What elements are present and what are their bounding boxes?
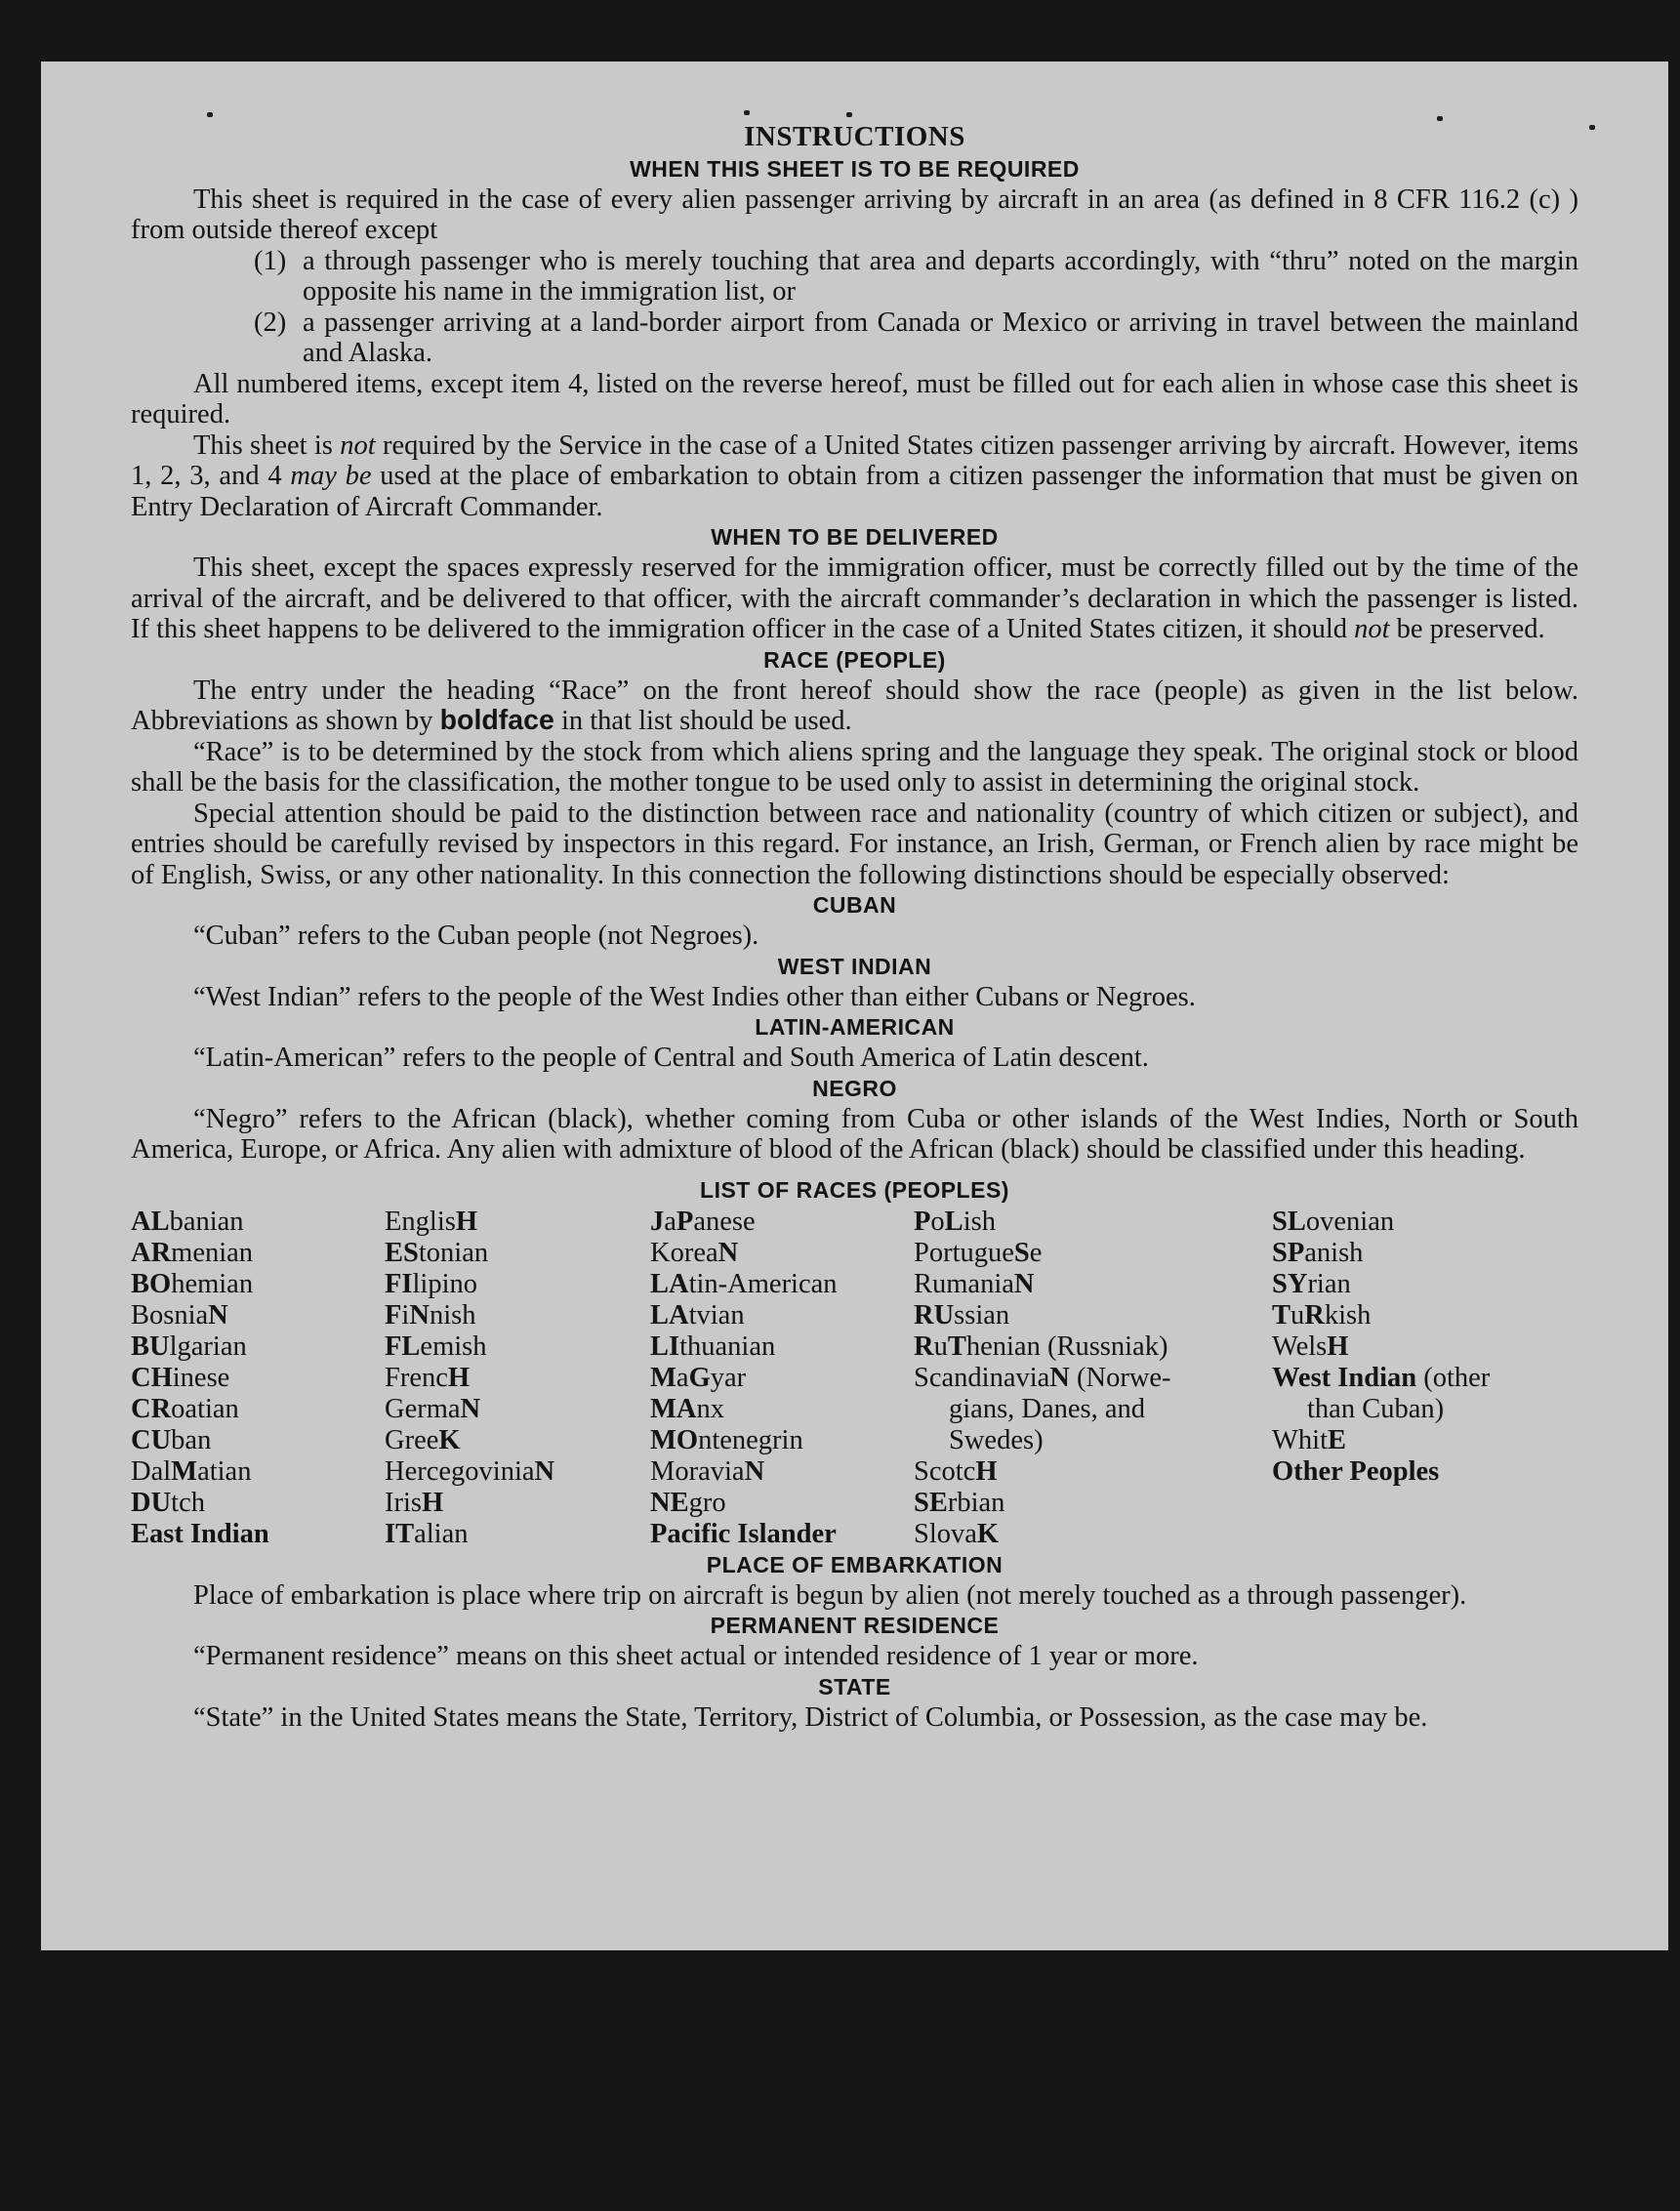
item-number: (1): [254, 245, 287, 276]
text-run: required by the Service in the case of a United States citizen passenger arriving by aircraft. However, items 1, 2, 3, and 4: [131, 430, 1578, 491]
race-entry: BUlgarian: [131, 1331, 247, 1362]
race-entry: gians, Danes, and: [949, 1393, 1146, 1424]
race-column: [1272, 1207, 1578, 1550]
paragraph: “State” in the United States means the State, Territory, District of Columbia, or Possession, as the case may be.: [193, 1701, 1428, 1733]
paragraph: “Race” is to be determined by the stock from which aliens spring and the language they speak. The original stock or blood shall be the basis for the classification, the mother tongue to be used only to assist in determining the original stock.: [131, 736, 1578, 798]
list-item: [131, 307, 1578, 369]
paragraph: “Permanent residence” means on this sheet actual or intended residence of 1 year or more.: [193, 1641, 1199, 1671]
race-column: [914, 1207, 1272, 1550]
race-entry: EnglisH: [385, 1206, 478, 1237]
section-heading: NEGRO: [812, 1075, 897, 1101]
paragraph: “Negro” refers to the African (black), whether coming from Cuba or other islands of the West Indies, North or South America, Europe, or Africa. Any alien with admixture of blood of the African (black) should be classified under this heading.: [131, 1103, 1578, 1165]
race-entry: CHinese: [131, 1362, 230, 1393]
race-entry: IrisH: [385, 1487, 444, 1518]
race-entry: SLovenian: [1272, 1206, 1395, 1237]
paragraph: [131, 553, 1578, 645]
race-entry: CUban: [131, 1424, 212, 1455]
race-list: [131, 1207, 1578, 1550]
text-run: used at the place of embarkation to obtain from a citizen passenger the information that must be given on Entry Declaration of Aircraft Commander.: [131, 461, 1578, 522]
text-run: be preserved.: [1389, 614, 1545, 644]
race-entry: RUssian: [914, 1299, 1010, 1331]
text-run: The entry under the heading “Race” on the front hereof should show the race (people) as given in the list below. Abbreviations as shown by: [131, 675, 1578, 736]
race-entry: WelsH: [1272, 1331, 1349, 1362]
race-entry: DUtch: [131, 1487, 205, 1518]
race-entry: TuRkish: [1272, 1299, 1372, 1331]
emphasis: may be: [290, 461, 372, 491]
paragraph: “Latin-American” refers to the people of Central and South America of Latin descent.: [193, 1043, 1149, 1073]
race-entry: MAnx: [650, 1393, 724, 1424]
race-entry: SlovaK: [914, 1518, 1000, 1549]
document-page: [41, 61, 1668, 1950]
paragraph: “Cuban” refers to the Cuban people (not Negroes).: [193, 921, 759, 951]
race-entry: GermaN: [385, 1393, 481, 1424]
race-column: [131, 1207, 385, 1550]
section-heading: RACE (PEOPLE): [763, 646, 946, 673]
section-heading: WHEN TO BE DELIVERED: [711, 524, 999, 550]
punch-mark: [846, 112, 852, 117]
race-entry: ITalian: [385, 1518, 469, 1549]
race-entry: PortugueSe: [914, 1237, 1043, 1268]
race-entry: MoraviaN: [650, 1455, 765, 1487]
race-entry: HercegoviniaN: [385, 1455, 555, 1487]
race-entry: MaGyar: [650, 1362, 747, 1393]
race-entry: LAtvian: [650, 1299, 745, 1331]
emphasis: not: [1354, 614, 1390, 644]
text-run: in that list should be used.: [553, 706, 852, 736]
page-title: INSTRUCTIONS: [744, 121, 965, 152]
race-entry: WhitE: [1272, 1424, 1347, 1455]
race-entry: West Indian (other: [1272, 1362, 1491, 1393]
race-entry: KoreaN: [650, 1237, 739, 1268]
paragraph: This sheet is required in the case of every alien passenger arriving by aircraft in an area (as defined in 8 CFR 116.2 (c) ) from outside thereof except: [131, 184, 1578, 245]
section-heading: STATE: [818, 1673, 891, 1699]
section-heading: LIST OF RACES (PEOPLES): [700, 1176, 1009, 1203]
race-entry: Other Peoples: [1272, 1455, 1440, 1487]
race-entry: JaPanese: [650, 1206, 756, 1237]
paragraph: [131, 430, 1578, 523]
punch-mark: [207, 112, 213, 117]
punch-mark: [1437, 116, 1443, 121]
race-entry: SYrian: [1272, 1268, 1351, 1299]
race-entry: ALbanian: [131, 1206, 244, 1237]
paragraph: All numbered items, except item 4, listed on the reverse hereof, must be filled out for each alien in whose case this sheet is required.: [131, 368, 1578, 430]
race-column: [650, 1207, 914, 1550]
race-entry: FIlipino: [385, 1268, 478, 1299]
item-text: a through passenger who is merely touching that area and departs accordingly, with “thru” noted on the margin opposite his name in the immigration list, or: [303, 245, 1578, 307]
punch-mark: [744, 110, 750, 115]
section-heading: LATIN-AMERICAN: [755, 1014, 955, 1040]
section-heading: PERMANENT RESIDENCE: [710, 1613, 1000, 1638]
race-entry: RuThenian (Russniak): [914, 1331, 1168, 1362]
race-entry: LAtin-American: [650, 1268, 838, 1299]
race-entry: MOntenegrin: [650, 1424, 803, 1455]
race-entry: FiNnish: [385, 1299, 476, 1331]
race-entry: PoLish: [914, 1206, 996, 1237]
text-run: This sheet is: [193, 430, 341, 461]
race-entry: ARmenian: [131, 1237, 254, 1268]
race-entry: CRoatian: [131, 1393, 239, 1424]
race-entry: than Cuban): [1307, 1393, 1445, 1424]
race-entry: RumaniaN: [914, 1268, 1035, 1299]
race-entry: GreeK: [385, 1424, 461, 1455]
section-heading: CUBAN: [812, 892, 897, 918]
emphasis: not: [340, 430, 376, 461]
race-entry: SErbian: [914, 1487, 1005, 1518]
race-entry: LIthuanian: [650, 1331, 776, 1362]
race-entry: BosniaN: [131, 1299, 228, 1331]
race-column: [385, 1207, 650, 1550]
item-number: (2): [254, 307, 287, 338]
race-entry: DalMatian: [131, 1455, 252, 1487]
list-item: [131, 246, 1578, 307]
punch-mark: [1589, 125, 1595, 130]
race-entry: SPanish: [1272, 1237, 1364, 1268]
bold-word: boldface: [439, 705, 554, 736]
race-entry: ScandinaviaN (Norwe-: [914, 1362, 1171, 1393]
race-entry: Swedes): [949, 1424, 1044, 1455]
race-entry: NEgro: [650, 1487, 726, 1518]
paragraph: Place of embarkation is place where trip on aircraft is begun by alien (not merely touched as a through passenger).: [193, 1579, 1467, 1611]
section-heading: WHEN THIS SHEET IS TO BE REQUIRED: [630, 155, 1080, 182]
race-entry: BOhemian: [131, 1268, 254, 1299]
text-run: This sheet, except the spaces expressly reserved for the immigration officer, must be correctly filled out by the time of the arrival of the aircraft, and be delivered to that officer, with the aircraft commander’s declaration in which the passenger is listed. If this sheet happens to be delivered to the immigration officer in the case of a United States citizen, it should: [131, 553, 1578, 644]
paragraph: [131, 676, 1578, 737]
race-entry: Pacific Islander: [650, 1518, 837, 1549]
paragraph: Special attention should be paid to the distinction between race and nationality (country of which citizen or subject), and entries should be carefully revised by inspectors in this regard. For instance, an Irish, German, or French alien by race might be of English, Swiss, or any other nationality. In this connection the following distinctions should be especially observed:: [131, 798, 1578, 890]
race-entry: EStonian: [385, 1237, 489, 1268]
instructions-body: [131, 122, 1578, 1733]
paragraph: “West Indian” refers to the people of the West Indies other than either Cubans or Negroes.: [193, 981, 1196, 1012]
section-heading: WEST INDIAN: [777, 953, 932, 979]
item-text: a passenger arriving at a land-border airport from Canada or Mexico or arriving in travel between the mainland and Alaska.: [303, 307, 1578, 368]
race-entry: FLemish: [385, 1331, 487, 1362]
section-heading: PLACE OF EMBARKATION: [706, 1551, 1004, 1577]
race-entry: East Indian: [131, 1518, 269, 1549]
race-entry: ScotcH: [914, 1455, 998, 1487]
race-entry: FrencH: [385, 1362, 471, 1393]
